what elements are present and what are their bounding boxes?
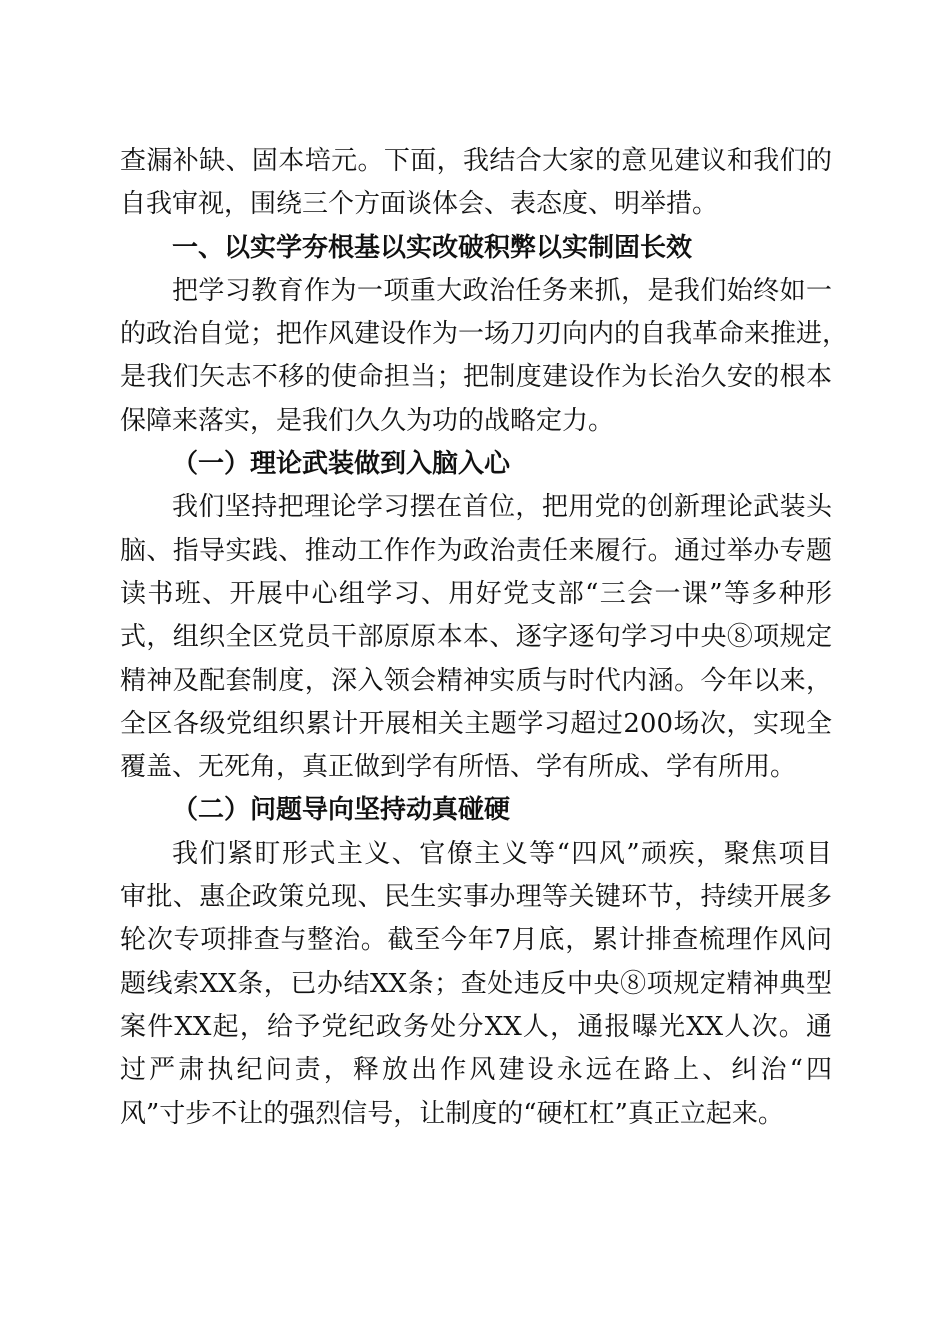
intro-line-1: 查漏补缺、固本培元。下面，我结合大家的意见建议和我们的 xyxy=(120,146,832,176)
para1-line-4: 保障来落实，是我们久久为功的战略定力。 xyxy=(120,405,615,436)
para1-line-1: 把学习教育作为一项重大政治任务来抓，是我们始终如一 xyxy=(172,275,832,306)
para3-line-1: 我们紧盯形式主义、官僚主义等“四风”顽疾，聚焦项目 xyxy=(172,838,832,869)
para3-line-3: 轮次专项排查与整治。截至今年7月底，累计排查梳理作风问 xyxy=(120,925,832,956)
subheading-1: （一）理论武装做到入脑入心 xyxy=(172,449,511,480)
para3-line-7: 风”寸步不让的强烈信号，让制度的“硬杠杠”真正立起来。 xyxy=(120,1098,784,1129)
intro-line-2: 自我审视，围绕三个方面谈体会、表态度、明举措。 xyxy=(120,189,719,220)
para3-line-5: 案件XX起，给予党纪政务处分XX人，通报曝光XX人次。通 xyxy=(120,1011,832,1042)
subheading-2: （二）问题导向坚持动真碰硬 xyxy=(172,795,511,826)
para2-line-6: 全区各级党组织累计开展相关主题学习超过200场次，实现全 xyxy=(120,708,832,739)
para2-line-5: 精神及配套制度，深入领会精神实质与时代内涵。今年以来， xyxy=(120,665,832,696)
section-heading-1: 一、以实学夯根基以实改破积弊以实制固长效 xyxy=(172,232,693,263)
para2-line-7: 覆盖、无死角，真正做到学有所悟、学有所成、学有所用。 xyxy=(120,752,797,783)
para2-line-2: 脑、指导实践、推动工作作为政治责任来履行。通过举办专题 xyxy=(120,535,832,566)
para3-line-6: 过严肃执纪问责，释放出作风建设永远在路上、纠治“四 xyxy=(120,1055,832,1086)
para3-line-4: 题线索XX条，已办结XX条；查处违反中央⑧项规定精神典型 xyxy=(120,968,832,999)
para2-line-4: 式，组织全区党员干部原原本本、逐字逐句学习中央⑧项规定 xyxy=(120,622,832,653)
para1-line-2: 的政治自觉；把作风建设作为一场刀刃向内的自我革命来推进， xyxy=(120,319,849,350)
document-page xyxy=(120,140,849,1136)
para1-line-3: 是我们矢志不移的使命担当；把制度建设作为长治久安的根本 xyxy=(120,362,832,393)
para3-line-2: 审批、惠企政策兑现、民生实事办理等关键环节，持续开展多 xyxy=(120,882,832,913)
para2-line-3: 读书班、开展中心组学习、用好党支部“三会一课”等多种形 xyxy=(120,578,832,609)
para2-line-1: 我们坚持把理论学习摆在首位，把用党的创新理论武装头 xyxy=(172,492,832,523)
